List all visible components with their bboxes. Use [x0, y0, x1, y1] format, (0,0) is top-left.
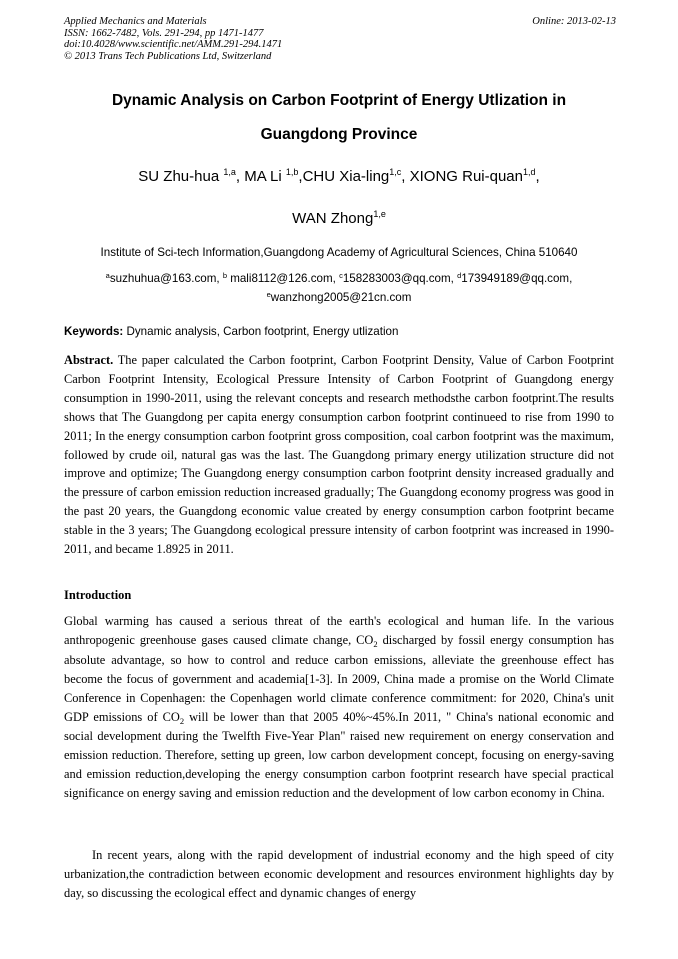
author-name: ,CHU Xia-ling [298, 168, 390, 185]
email-address: 173949189@qq.com, [461, 272, 573, 285]
author-affil-mark: 1,a [223, 167, 236, 177]
email-mark: e [266, 290, 271, 299]
email-line-1 [64, 272, 614, 285]
introduction-heading: Introduction [64, 588, 132, 602]
author-name: WAN Zhong [292, 210, 374, 227]
author-affil-mark: 1,b [285, 167, 299, 177]
author-name: SU Zhu-hua [138, 168, 224, 185]
email-address: wanzhong2005@21cn.com [270, 291, 412, 304]
intro-text: Global warming has caused a serious threat of the earth's ecological and human life. In the various anthropogenic greenhouse gases caused climate change, CO [64, 614, 614, 647]
subscript: 2 [179, 715, 185, 726]
author-affil-mark: 1,e [373, 209, 386, 219]
intro-text: discharged by fossil energy consumption has absolute advantage, so how to control and reduce carbon emissions, alleviate the greenhouse effect has become the focus of government and academia[1-3]. In 2009, China made a promise on the World Climate Conference in Copenhagen: the Copenhagen world climate conference commitment: for 2020, China's unit GDP emissions of CO [64, 632, 614, 724]
journal-header [64, 16, 616, 62]
author-list-line-2 [64, 210, 614, 227]
email-mark: a [105, 271, 110, 280]
issn-line: ISSN: 1662-7482, Vols. 291-294, pp 1471-1477 [64, 27, 264, 39]
email-address: suzhuhua@163.com, [109, 272, 223, 285]
intro-text: will be lower than that 2005 40%~45%.In 2011, " China's national economic and social development during the Twelfth Five-Year Plan" raised new requirement on energy conservation and emission reduction. Therefore, setting up green, low carbon development concept, focusing on energy-saving and emission reduction,developing the energy consumption carbon footprint research have special practical significance on energy saving and emission reduction and the development of low carbon economy in China. [64, 709, 614, 801]
email-line-2 [64, 291, 614, 304]
email-address: mali8112@126.com, [226, 272, 340, 285]
copyright-line: © 2013 Trans Tech Publications Ltd, Switzerland [64, 50, 272, 62]
introduction-paragraph-2: In recent years, along with the rapid development of industrial economy and the high speed of city urbanization,the contradiction between economic development and resources environment highlights day by day, so discussing the ecological effect and dynamic changes of energy [64, 848, 614, 900]
author-list-line-1 [64, 168, 614, 185]
keywords-label: Keywords: [64, 325, 124, 338]
journal-name: Applied Mechanics and Materials [64, 16, 207, 27]
paper-title-line-2: Guangdong Province [260, 126, 418, 143]
introduction-paragraph-1 [64, 612, 614, 803]
affiliation: Institute of Sci-tech Information,Guangdong Academy of Agricultural Sciences, China 510640 [100, 246, 578, 259]
abstract-label: Abstract. [64, 353, 114, 367]
doi-line: doi:10.4028/www.scientific.net/AMM.291-294.1471 [64, 39, 283, 50]
author-name: , MA Li [235, 168, 286, 185]
email-mark: b [222, 271, 227, 280]
author-separator: , [535, 168, 540, 185]
subscript: 2 [373, 638, 378, 649]
email-mark: c [339, 271, 343, 280]
email-mark: d [457, 271, 462, 280]
paper-title-line-1: Dynamic Analysis on Carbon Footprint of Energy Utlization in [111, 92, 567, 109]
author-affil-mark: 1,d [523, 167, 536, 177]
keywords [64, 325, 616, 338]
abstract-paragraph [64, 351, 614, 559]
abstract-text: The paper calculated the Carbon footprint, Carbon Footprint Density, Value of Carbon Footprint Carbon Footprint Intensity, Ecological Pressure Intensity of Carbon Footprint of Guangdong energy consumption in 1990-2011, using the relevant concepts and research methodsthe carbon footprint.The results shows that The Guangdong per capita energy consumption carbon footprint continueed to rise from 1990 to 2011; In the energy consumption carbon footprint gross composition, coal carbon footprint was the maximum, followed by crude oil, natural gas was the last. The Guangdong primary energy utilization structure did not improve and optimize; The Guangdong energy consumption carbon footprint density increased gradually and the pressure of carbon emission reduction increased gradually; The Guangdong economy progress was good in the past 20 years, the Guangdong economic value created by energy consumption carbon footprint became stable in the 3 years; The Guangdong ecological pressure intensity of carbon footprint was increased in 1990-2011, and became 1.8925 in 2011. [64, 353, 614, 557]
keywords-text: Dynamic analysis, Carbon footprint, Energy utlization [123, 325, 399, 338]
author-name: , XIONG Rui-quan [401, 168, 523, 185]
author-affil-mark: 1,c [389, 167, 402, 177]
email-address: 158283003@qq.com, [342, 272, 458, 285]
online-date: Online: 2013-02-13 [532, 16, 616, 27]
